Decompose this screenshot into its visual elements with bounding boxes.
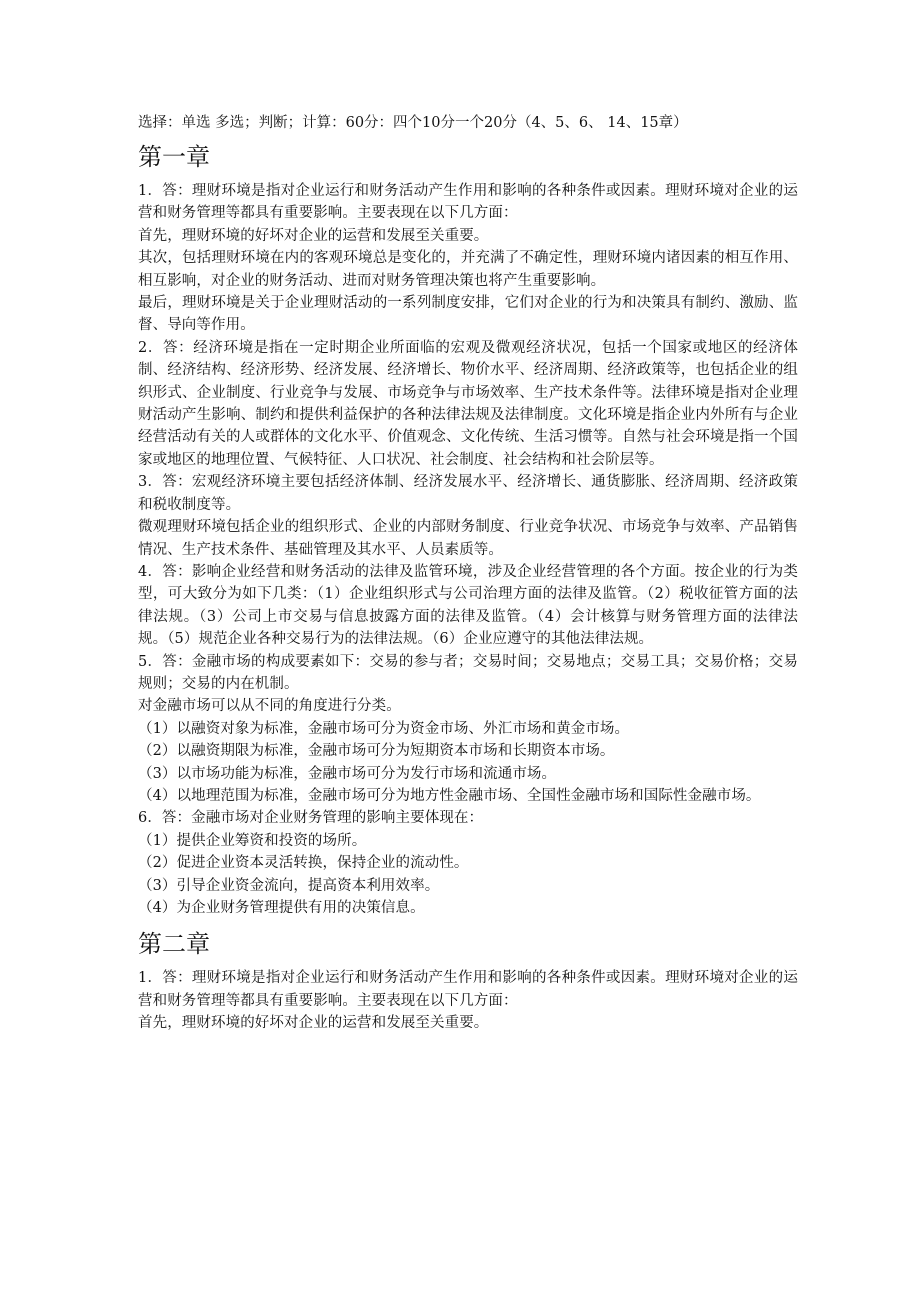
list-item: （3）引导企业资金流向，提高资本利用效率。 <box>138 877 440 894</box>
list-item: （4）为企业财务管理提供有用的决策信息。 <box>138 900 425 916</box>
chapter-1-body <box>138 180 798 919</box>
paragraph: 2．答：经济环境是指在一定时期企业所面临的宏观及微观经济状况，包括一个国家或地区的经济体制、经济结构、经济形势、经济发展、经济增长、物价水平、经济周期、经济政策等，也包括企业的组织形式、企业制度、行业竞争与发展、市场竞争与市场效率、生产技术条件等。法律环境是指对企业理财活动产生影响、制约和提供利益保护的各种法律法规及法律制度。文化环境是指企业内外所有与企业经营活动有关的人或群体的文化水平、价值观念、文化传统、生活习惯等。自然与社会环境是指一个国家或地区的地理位置、气候特征、人口状况、社会制度、社会结构和社会阶层等。 <box>138 339 798 468</box>
paragraph: 6．答：金融市场对企业财务管理的影响主要体现在： <box>138 810 484 827</box>
chapter-1-title: 第一章 <box>138 143 210 171</box>
list-item: （1）提供企业筹资和投资的场所。 <box>138 832 367 849</box>
paragraph: 最后，理财环境是关于企业理财活动的一系列制度安排，它们对企业的行为和决策具有制约、激励、监督、导向等作用。 <box>138 295 798 334</box>
paragraph: 1．答：理财环境是指对企业运行和财务活动产生作用和影响的各种条件或因素。理财环境对企业的运营和财务管理等都具有重要影响。主要表现在以下几方面： <box>138 970 798 1009</box>
paragraph: 1．答：理财环境是指对企业运行和财务活动产生作用和影响的各种条件或因素。理财环境对企业的运营和财务管理等都具有重要影响。主要表现在以下几方面： <box>138 183 798 222</box>
paragraph: 对金融市场可以从不同的角度进行分类。 <box>138 698 401 715</box>
paragraph: 首先，理财环境的好坏对企业的运营和发展至关重要。 <box>138 1015 489 1032</box>
document-page <box>138 112 798 1035</box>
paragraph: 3．答：宏观经济环境主要包括经济体制、经济发展水平、经济增长、通货膨胀、经济周期、经济政策和税收制度等。 <box>138 474 798 513</box>
chapter-2-body <box>138 967 798 1034</box>
list-item: （3）以市场功能为标准，金融市场可分为发行市场和流通市场。 <box>138 765 557 782</box>
paragraph: 5．答：金融市场的构成要素如下：交易的参与者；交易时间；交易地点；交易工具；交易价格；交易规则；交易的内在机制。 <box>138 653 798 692</box>
paragraph: 4．答：影响企业经营和财务活动的法律及监管环境，涉及企业经营管理的各个方面。按企业的行为类型，可大致分为如下几类：（1）企业组织形式与公司治理方面的法律及监管。（2）税收征管方面的法律法规。（3）公司上市交易与信息披露方面的法律及监管。（4）会计核算与财务管理方面的法律法规。（5）规范企业各种交易行为的法律法规。（6）企业应遵守的其他法律法规。 <box>138 563 798 648</box>
list-item: （1）以融资对象为标准，金融市场可分为资金市场、外汇市场和黄金市场。 <box>138 720 630 737</box>
list-item: （2）促进企业资本灵活转换，保持企业的流动性。 <box>138 855 469 872</box>
list-item: （2）以融资期限为标准，金融市场可分为短期资本市场和长期资本市场。 <box>138 743 615 760</box>
chapter-2-title: 第二章 <box>138 930 210 959</box>
paragraph: 其次，包括理财环境在内的客观环境总是变化的，并充满了不确定性，理财环境内诸因素的相互作用、相互影响，对企业的财务活动、进而对财务管理决策也将产生重要影响。 <box>138 250 798 289</box>
exam-format-note: 选择：单选 多选；判断；计算：60分：四个10分一个20分（4、5、6、 14、15章） <box>138 115 688 131</box>
paragraph: 微观理财环境包括企业的组织形式、企业的内部财务制度、行业竞争状况、市场竞争与效率、产品销售情况、生产技术条件、基础管理及其水平、人员素质等。 <box>138 519 798 558</box>
paragraph: 首先，理财环境的好坏对企业的运营和发展至关重要。 <box>138 227 489 244</box>
list-item: （4）以地理范围为标准，金融市场可分为地方性金融市场、全国性金融市场和国际性金融市场。 <box>138 787 761 804</box>
